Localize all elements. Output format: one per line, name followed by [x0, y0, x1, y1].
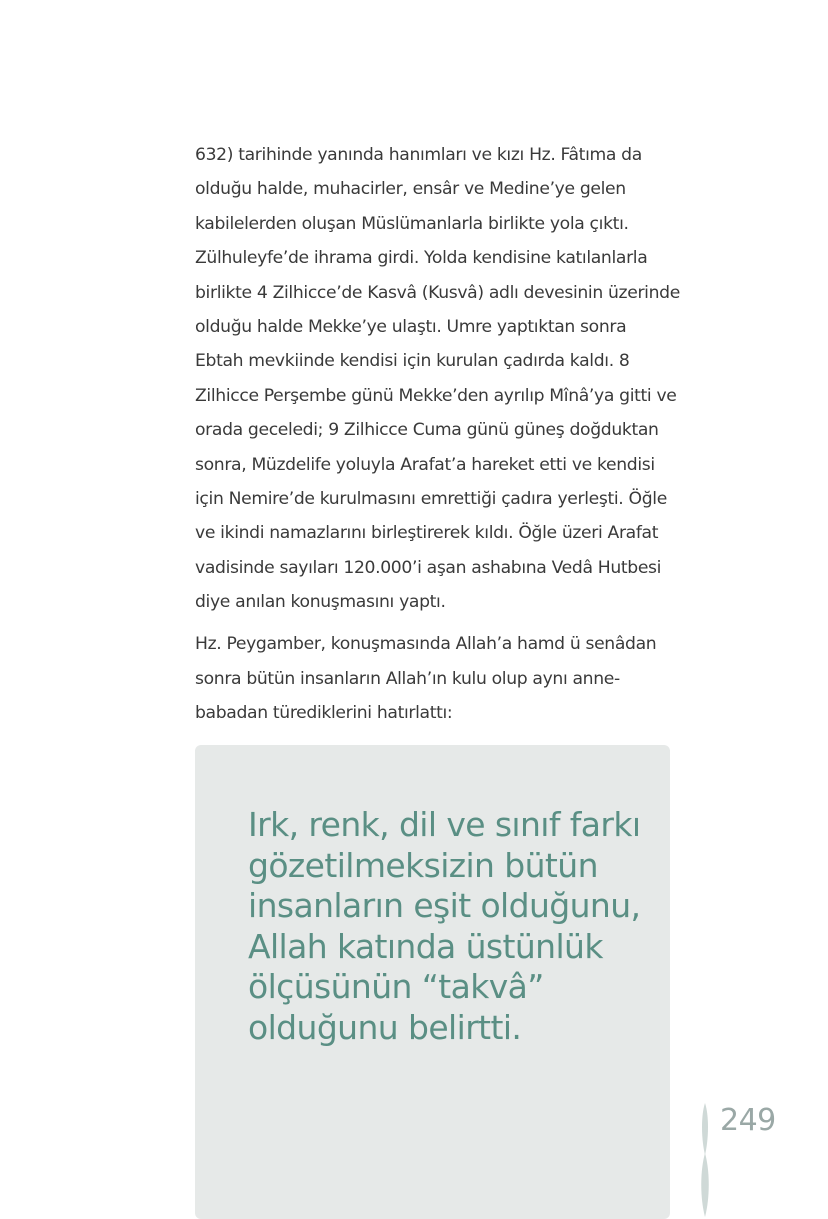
text-line: olduğu halde Mekke’ye ulaştı. Umre yaptıktan sonra — [195, 316, 627, 337]
text-line: Hz. Peygamber, konuşmasında Allah’a hamd ü senâdan — [195, 634, 657, 655]
text-line: birlikte 4 Zilhicce’de Kasvâ (Kusvâ) adlı devesinin üzerinde — [195, 282, 680, 303]
text-line: sonra, Müzdelife yoluyla Arafat’a hareket etti ve kendisi — [195, 454, 655, 475]
text-line: Zilhicce Perşembe günü Mekke’den ayrılıp Mînâ’ya gitti ve — [195, 385, 677, 406]
quote-line: gözetilmeksizin bütün — [248, 845, 598, 885]
text-line: kabilelerden oluşan Müslümanlarla birlikte yola çıktı. — [195, 213, 629, 234]
quote-line: olduğunu belirtti. — [248, 1007, 522, 1047]
quote-line: Irk, renk, dil ve sınıf farkı — [248, 805, 641, 844]
text-line: olduğu halde, muhacirler, ensâr ve Medine’ye gelen — [195, 179, 626, 200]
text-line: diye anılan konuşmasını yaptı. — [195, 592, 446, 613]
text-line: 632) tarihinde yanında hanımları ve kızı Hz. Fâtıma da — [195, 145, 642, 165]
text-line: sonra bütün insanların Allah’ın kulu olup aynı anne- — [195, 668, 620, 689]
text-line: babadan türediklerini hatırlattı: — [195, 703, 453, 724]
body-text — [195, 138, 695, 731]
quote-line: Allah katında üstünlük — [248, 926, 603, 966]
text-line: vadisinde sayıları 120.000’i aşan ashabına Vedâ Hutbesi — [195, 557, 662, 578]
text-line: Zülhuleyfe’de ihrama girdi. Yolda kendisine katılanlarla — [195, 248, 648, 269]
text-line: Ebtah mevkiinde kendisi için kurulan çadırda kaldı. 8 — [195, 351, 630, 372]
page-number: 249 — [720, 1103, 776, 1138]
text-line: için Nemire’de kurulmasını emrettiği çadıra yerleşti. Öğle — [195, 488, 667, 509]
paragraph-2 — [195, 627, 695, 730]
paragraph-1 — [195, 138, 695, 619]
pull-quote-text — [248, 805, 668, 1048]
page-ornament-icon — [696, 1103, 714, 1217]
pull-quote-box — [195, 745, 670, 1219]
text-line: ve ikindi namazlarını birleştirerek kıldı. Öğle üzeri Arafat — [195, 523, 659, 544]
text-line: orada geceledi; 9 Zilhicce Cuma günü güneş doğduktan — [195, 420, 659, 441]
quote-line: insanların eşit olduğunu, — [248, 886, 641, 925]
quote-line: ölçüsünün “takvâ” — [248, 967, 544, 1006]
